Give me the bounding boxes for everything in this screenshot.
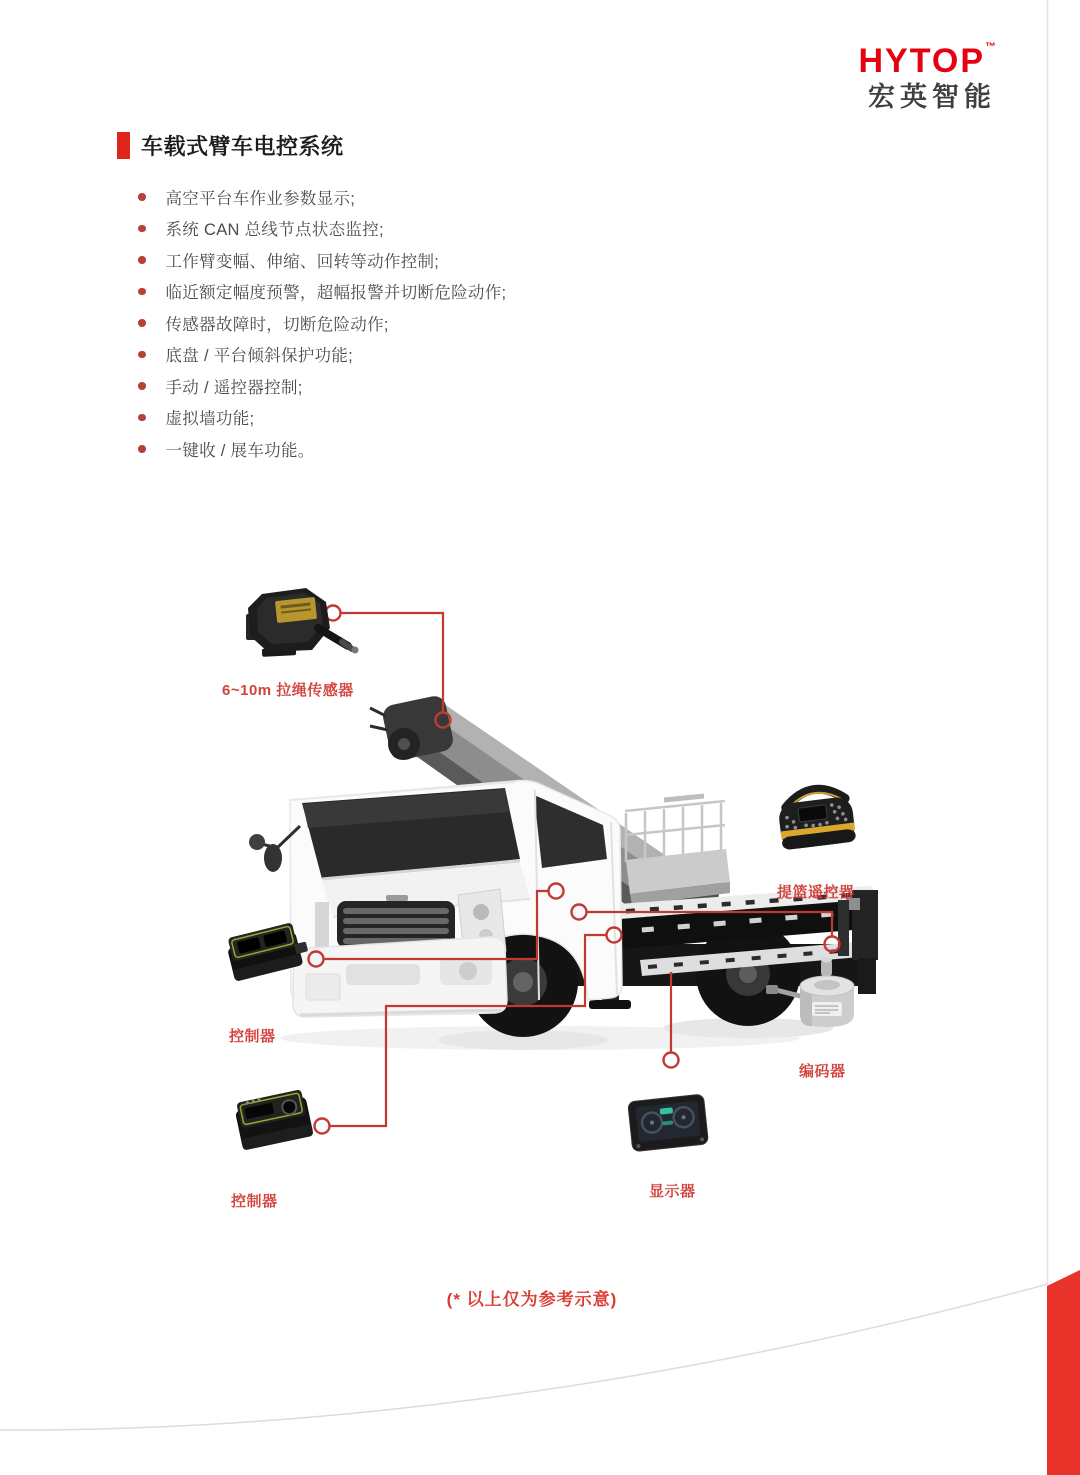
- basket-remote-image: [776, 785, 856, 850]
- feature-item: 系统 CAN 总线节点状态监控;: [138, 213, 506, 245]
- truck-illustration: [249, 694, 878, 1037]
- bullet-dot: [138, 414, 146, 422]
- feature-item: 虚拟墙功能;: [138, 402, 506, 434]
- feature-item: 传感器故障时，切断危险动作;: [138, 307, 506, 339]
- label-controller-top: 控制器: [229, 1028, 276, 1045]
- logo-wordmark: HYTOP: [858, 42, 985, 80]
- bullet-dot: [138, 382, 146, 390]
- reference-note: (* 以上仅为参考示意): [446, 1290, 618, 1309]
- label-display: 显示器: [649, 1183, 696, 1200]
- brand-logo: [858, 41, 996, 112]
- bullet-dot: [138, 351, 146, 359]
- bullet-dot: [138, 445, 146, 453]
- feature-item: 手动 / 遥控器控制;: [138, 370, 506, 402]
- controller-bottom-image: [233, 1088, 314, 1150]
- bullet-dot: [138, 319, 146, 327]
- page-title: 车载式臂车电控系统: [141, 134, 344, 159]
- feature-item: 底盘 / 平台倾斜保护功能;: [138, 339, 506, 371]
- label-rope-sensor: 6~10m 拉绳传感器: [222, 682, 354, 699]
- feature-item: 高空平台车作业参数显示;: [138, 181, 506, 213]
- feature-item: 临近额定幅度预警，超幅报警并切断危险动作;: [138, 276, 506, 308]
- bullet-dot: [138, 288, 146, 296]
- bullet-dot: [138, 225, 146, 233]
- label-encoder: 编码器: [799, 1063, 846, 1080]
- feature-item: 一键收 / 展车功能。: [138, 433, 506, 465]
- label-basket-remote: 提篮遥控器: [777, 884, 855, 901]
- section-title: [117, 130, 344, 161]
- trademark-symbol: ™: [985, 41, 996, 53]
- feature-list: [138, 181, 506, 465]
- rope-sensor-image: [246, 588, 359, 657]
- bullet-dot: [138, 193, 146, 201]
- feature-item: 工作臂变幅、伸缩、回转等动作控制;: [138, 244, 506, 276]
- bullet-dot: [138, 256, 146, 264]
- logo-chinese-name: 宏英智能: [868, 82, 996, 112]
- title-marker: [117, 132, 130, 159]
- display-image: [628, 1094, 709, 1152]
- label-controller-bottom: 控制器: [231, 1193, 278, 1210]
